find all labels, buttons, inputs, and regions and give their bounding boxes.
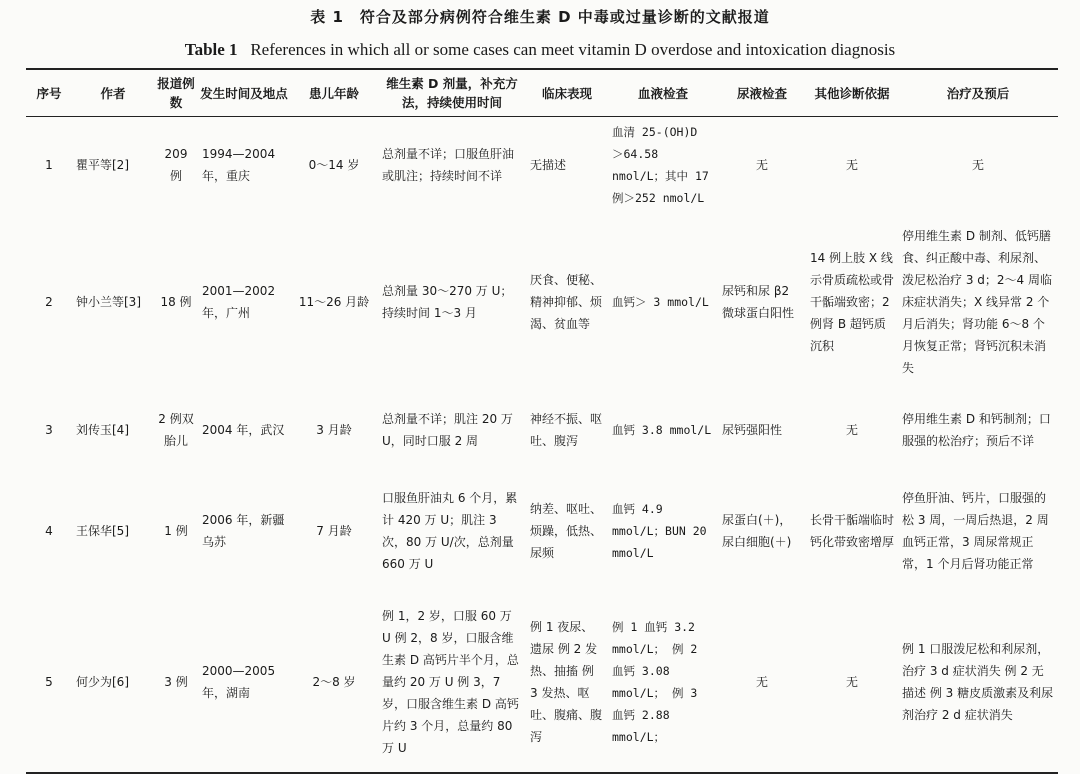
header-cell: 序号 (26, 69, 72, 117)
cell-time-place: 2004 年，武汉 (202, 422, 285, 437)
cell-age: 3 月龄 (316, 422, 352, 437)
cell-age: 2～8 岁 (290, 593, 378, 773)
cell-blood: 血钙 4.9 mmol/L；BUN 20 mmol/L (612, 501, 707, 560)
cell-urine: 尿钙强阳性 (722, 422, 783, 437)
cell-cases: 209 例 (164, 146, 188, 183)
header-cell: 患儿年龄 (290, 69, 378, 117)
cell-author: 刘传玉[4] (76, 422, 129, 437)
cell-urine: 无 (718, 593, 806, 773)
literature-table (26, 68, 1058, 774)
cell-time-place: 2006 年，新疆乌苏 (202, 512, 285, 549)
cell-clinical: 无描述 (530, 157, 567, 172)
cell-dose: 总剂量 30～270 万 U；持续时间 1～3 月 (382, 283, 513, 320)
cell-clinical: 例 1 夜尿、遗尿 例 2 发热、抽搐 例 3 发热、呕吐、腹痛、腹泻 (526, 593, 608, 773)
cell-time-place: 2001—2002 年，广州 (202, 283, 276, 320)
table-caption: References in which all or some cases can meet vitamin D overdose and intoxication diagnosis (250, 40, 896, 59)
cell-dose: 口服鱼肝油丸 6 个月，累计 420 万 U；肌注 3 次，80 万 U/次，总剂量 660 万 U (382, 490, 518, 571)
cell-treatment: 停用维生素 D 制剂、低钙膳食、纠正酸中毒、利尿剂、泼尼松治疗 3 d；2～4 周临床症状消失；X 线异常 2 个月后消失；肾功能 6～8 个月恢复正常；肾钙沉积未消失 (902, 228, 1052, 375)
cell-index: 1 (45, 157, 53, 172)
table-row (26, 117, 1058, 213)
cell-urine: 尿钙和尿 β2 微球蛋白阳性 (722, 283, 795, 320)
header-cell: 临床表现 (526, 69, 608, 117)
cell-treatment: 停鱼肝油、钙片，口服强的松 3 周，一周后热退，2 周血钙正常，3 周尿常规正常，1 个月后肾功能正常 (902, 490, 1049, 571)
header-cell: 尿液检查 (718, 69, 806, 117)
cell-index: 2 (45, 294, 53, 309)
cell-dose: 总剂量不详；肌注 20 万 U，同时口服 2 周 (382, 411, 513, 448)
cell-treatment: 无 (971, 157, 984, 172)
cell-index: 5 (26, 593, 72, 773)
cell-other: 14 例上肢 X 线示骨质疏松或骨干骺端致密；2 例肾 B 超钙质沉积 (810, 250, 895, 353)
cell-cases: 18 例 (160, 294, 192, 309)
header-cell: 作者 (72, 69, 154, 117)
cell-cases: 1 例 (164, 523, 188, 538)
cell-other: 长骨干骺端临时钙化带致密增厚 (810, 512, 895, 549)
cell-author: 钟小兰等[3] (76, 294, 141, 309)
cell-clinical: 神经不振、呕吐、腹泻 (530, 411, 603, 448)
cell-author: 瞿平等[2] (76, 157, 129, 172)
cell-age: 7 月龄 (316, 523, 352, 538)
cell-cases: 2 例双胎儿 (158, 411, 194, 448)
cell-author: 何少为[6] (72, 593, 154, 773)
cell-blood: 血钙＞ 3 mmol/L (612, 294, 709, 309)
table-title-cn: 表 1 符合及部分病例符合维生素 D 中毒或过量诊断的文献报道 (310, 8, 770, 26)
cell-blood: 血钙 3.8 mmol/L (612, 422, 712, 437)
cell-age: 11～26 月龄 (298, 294, 370, 309)
cell-clinical: 厌食、便秘、精神抑郁、烦渴、贫血等 (530, 272, 603, 331)
header-cell: 其他诊断依据 (806, 69, 898, 117)
table-row (26, 213, 1058, 391)
cell-other: 无 (806, 593, 898, 773)
cell-age: 0～14 岁 (308, 157, 360, 172)
cell-time-place: 2000—2005 年，湖南 (198, 593, 290, 773)
header-cell: 维生素 D 剂量，补充方法，持续使用时间 (378, 69, 526, 117)
table-title-en (0, 40, 1080, 60)
cell-treatment: 例 1 口服泼尼松和利尿剂，治疗 3 d 症状消失 例 2 无描述 例 3 糖皮质激素及利尿剂治疗 2 d 症状消失 (898, 593, 1058, 773)
table-row (26, 593, 1058, 773)
cell-blood: 例 1 血钙 3.2 mmol/L； 例 2 血钙 3.08 mmol/L； 例 3 血钙 2.88 mmol/L； (608, 593, 718, 773)
cell-urine: 无 (755, 157, 768, 172)
cell-index: 4 (45, 523, 53, 538)
table-row (26, 391, 1058, 469)
cell-urine: 尿蛋白(＋)，尿白细胞(＋) (722, 512, 792, 549)
header-cell: 报道例数 (154, 69, 198, 117)
cell-dose: 例 1，2 岁，口服 60 万 U 例 2，8 岁，口服含维生素 D 高钙片半个月，总量约 20 万 U 例 3，7 岁，口服含维生素 D 高钙片约 3 个月，总量约 80 万 U (378, 593, 526, 773)
cell-other: 无 (845, 157, 858, 172)
cell-blood: 血清 25-(OH)D ＞64.58 nmol/L；其中 17 例＞252 nmol/L (612, 124, 709, 205)
cell-other: 无 (845, 422, 858, 437)
cell-author: 王保华[5] (76, 523, 129, 538)
header-cell: 治疗及预后 (898, 69, 1058, 117)
cell-treatment: 停用维生素 D 和钙制剂；口服强的松治疗；预后不详 (902, 411, 1051, 448)
table-label: Table 1 (184, 40, 238, 59)
cell-cases: 3 例 (154, 593, 198, 773)
cell-time-place: 1994—2004 年，重庆 (202, 146, 276, 183)
header-cell: 血液检查 (608, 69, 718, 117)
header-cell: 发生时间及地点 (198, 69, 290, 117)
cell-clinical: 纳差、呕吐、烦躁，低热、尿频 (530, 501, 603, 560)
header-row (26, 69, 1058, 117)
table-row (26, 469, 1058, 593)
cell-dose: 总剂量不详；口服鱼肝油或肌注；持续时间不详 (382, 146, 515, 183)
cell-index: 3 (45, 422, 53, 437)
